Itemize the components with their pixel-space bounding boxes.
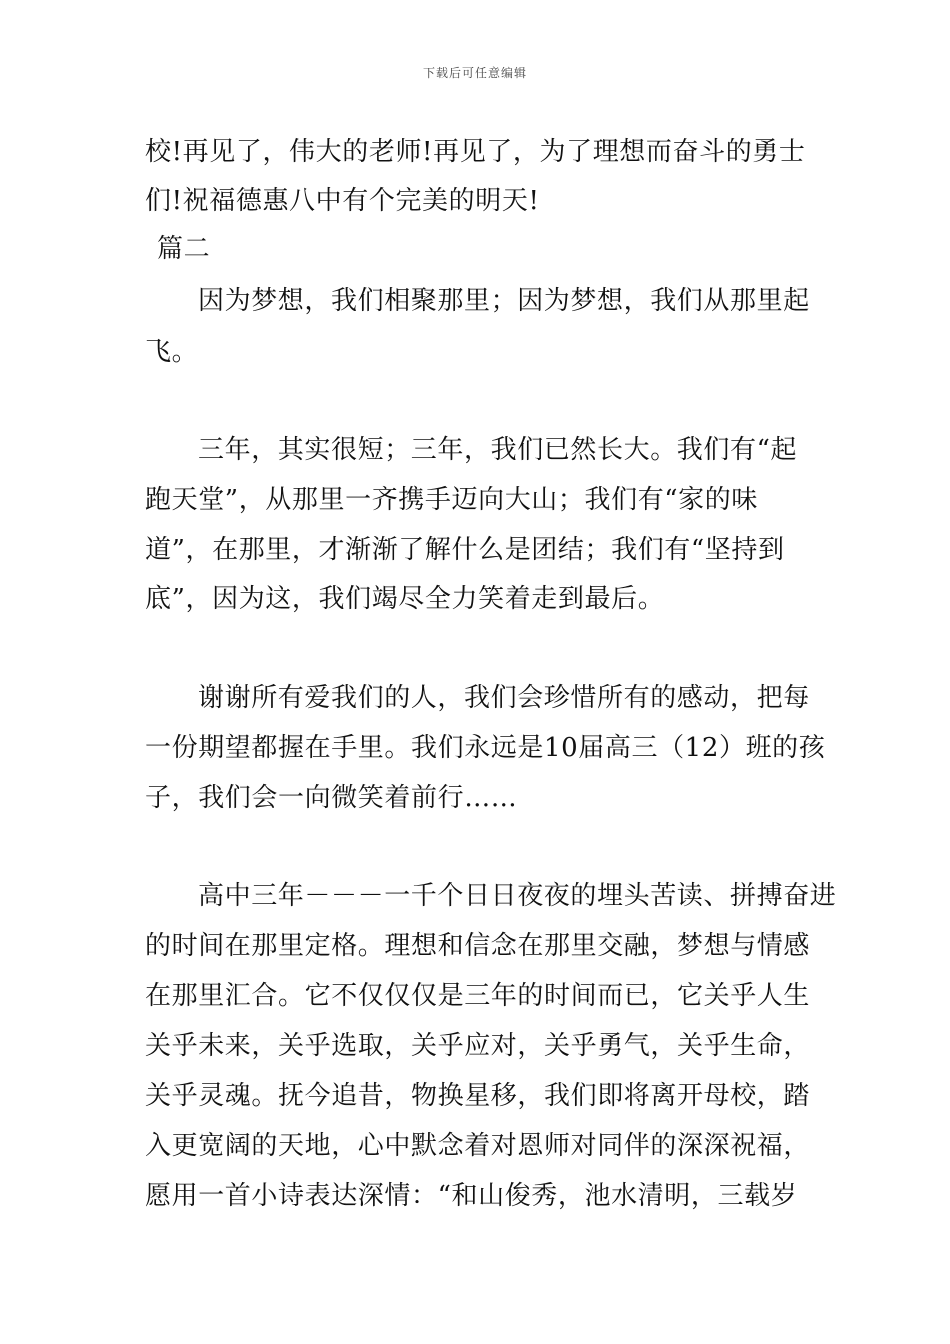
- text-line: 关乎未来，关乎选取，关乎应对，关乎勇气，关乎生命，: [145, 1031, 811, 1061]
- text-line: 子，我们会一向微笑着前行……: [145, 783, 518, 813]
- text-line: 底”，因为这，我们竭尽全力笑着走到最后。: [145, 584, 665, 614]
- text-line: 的时间在那里定格。理想和信念在那里交融，梦想与情感: [145, 931, 811, 961]
- text-line: 高中三年－－－一千个日日夜夜的埋头苦读、拼搏奋进: [198, 881, 837, 911]
- section-heading: 篇二: [157, 234, 211, 264]
- text-line: 入更宽阔的天地，心中默念着对恩师对同伴的深深祝福，: [145, 1131, 811, 1161]
- text-line: 们!祝福德惠八中有个完美的明天!: [145, 186, 540, 216]
- text-line: 关乎灵魂。抚今追昔，物换星移，我们即将离开母校，踏: [145, 1081, 811, 1111]
- text-line: 一份期望都握在手里。我们永远是10届高三（12）班的孩: [145, 733, 826, 763]
- text-line: 飞。: [145, 337, 199, 367]
- text-line: 道”，在那里，才渐渐了解什么是团结；我们有“坚持到: [145, 535, 785, 565]
- text-line: 三年，其实很短；三年，我们已然长大。我们有“起: [198, 435, 798, 465]
- text-line: 愿用一首小诗表达深情：“和山俊秀，池水清明，三载岁: [145, 1181, 798, 1211]
- text-line: 谢谢所有爱我们的人，我们会珍惜所有的感动，把每: [198, 683, 810, 713]
- text-line: 跑天堂”，从那里一齐携手迈向大山；我们有“家的味: [145, 485, 758, 515]
- text-line: 校!再见了，伟大的老师!再见了，为了理想而奋斗的勇士: [145, 137, 806, 167]
- text-line: 因为梦想，我们相聚那里；因为梦想，我们从那里起: [198, 286, 810, 316]
- page-header: 下载后可任意编辑: [422, 66, 527, 80]
- text-line: 在那里汇合。它不仅仅仅是三年的时间而已，它关乎人生: [145, 981, 811, 1011]
